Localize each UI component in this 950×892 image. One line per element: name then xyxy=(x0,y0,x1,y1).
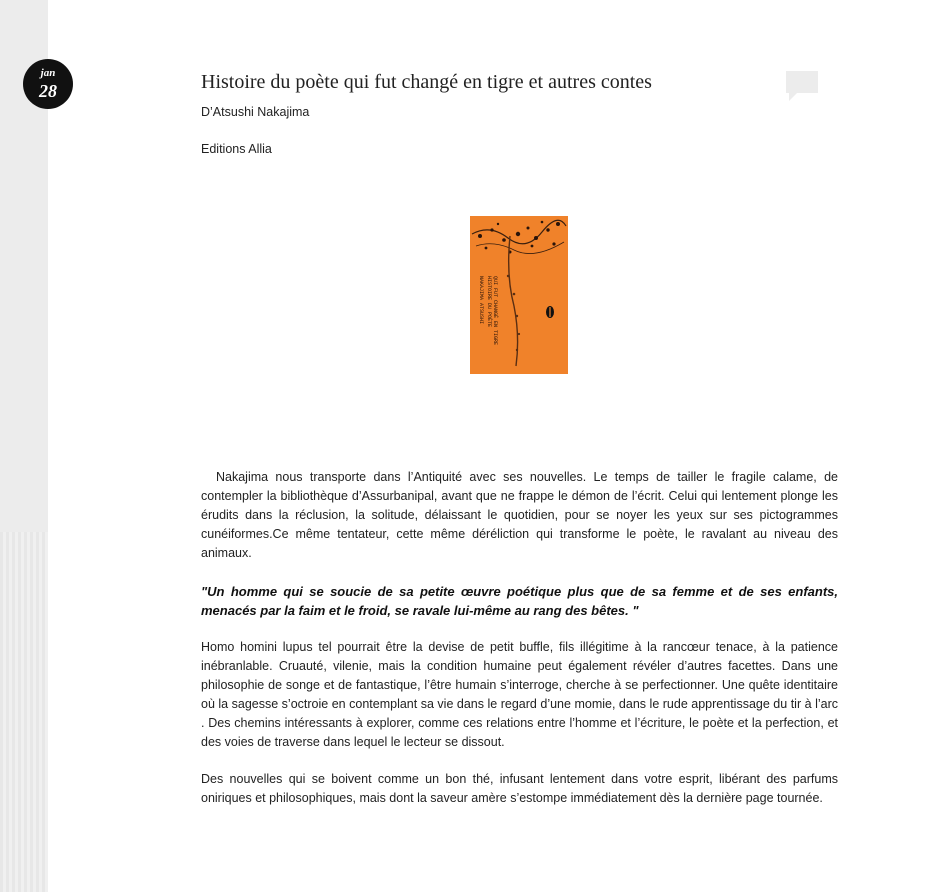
post-author: D’Atsushi Nakajima xyxy=(201,105,310,119)
rail-pattern xyxy=(0,532,48,892)
date-badge xyxy=(23,59,73,109)
left-rail xyxy=(0,0,48,892)
post-publisher: Editions Allia xyxy=(201,142,272,156)
comment-bubble-tail xyxy=(789,93,797,101)
book-cover-image xyxy=(470,216,568,374)
paragraph-analysis: Homo homini lupus tel pourrait être la devise de petit buffle, fils illégitime à la rancœur tenace, à la patience inébranlable. Cruauté, vilenie, mais la condition humaine peut également révéler d’autres facettes. Dans une philosophie de songe et de fantastique, l’être humain s’interroge, cherche à se perfectionner. Une quête identitaire où la sagesse s’octroie en contemplant sa vie dans le regard d’une momie, dans le rude apprentissage du tir à l’arc . Des chemins intéressants à explorer, comme ces relations entre l’homme et l’écriture, le poète et la perfection, et des voies de traverse dans lequel le lecteur se dissout. xyxy=(201,640,838,749)
cover-title-line-2: QUI FUT CHANGÉ EN TIGRE xyxy=(492,276,498,346)
paragraph-intro: Nakajima nous transporte dans l’Antiquité avec ses nouvelles. Le temps de tailler le fragile calame, de contempler la bibliothèque d’Assurbanipal, avant que ne frappe le démon de l’écrit. Celui qui lentement plonge les érudits dans la réclusion, la solitude, délaissant le quotidien, pour se noyer les yeux sur ses pictogrammes cunéiformes.Ce même tentateur, cette même déréliction qui transforme le poète, le ravalant au niveau des animaux. xyxy=(201,470,838,560)
cover-author-text: NAKAJIMA ATSUSHI xyxy=(478,276,484,325)
date-month: jan xyxy=(40,67,56,79)
book-cover-art xyxy=(470,216,568,374)
date-day: 28 xyxy=(39,81,57,101)
post-title[interactable]: Histoire du poète qui fut changé en tigre et autres contes xyxy=(201,71,652,93)
comment-bubble-icon[interactable] xyxy=(786,71,818,93)
cover-title-line-1: HISTOIRE DU POÈTE xyxy=(486,276,492,328)
paragraph-conclusion: Des nouvelles qui se boivent comme un bon thé, infusant lentement dans votre esprit, libérant des parfums oniriques et philosophiques, mais dont la saveur amère s’estompe immédiatement dès la dernière page tournée. xyxy=(201,772,838,805)
quote-paragraph: "Un homme qui se soucie de sa petite œuvre poétique plus que de sa femme et de ses enfants, menacés par la faim et le froid, se ravale lui-même au rang des bêtes. " xyxy=(201,584,838,618)
